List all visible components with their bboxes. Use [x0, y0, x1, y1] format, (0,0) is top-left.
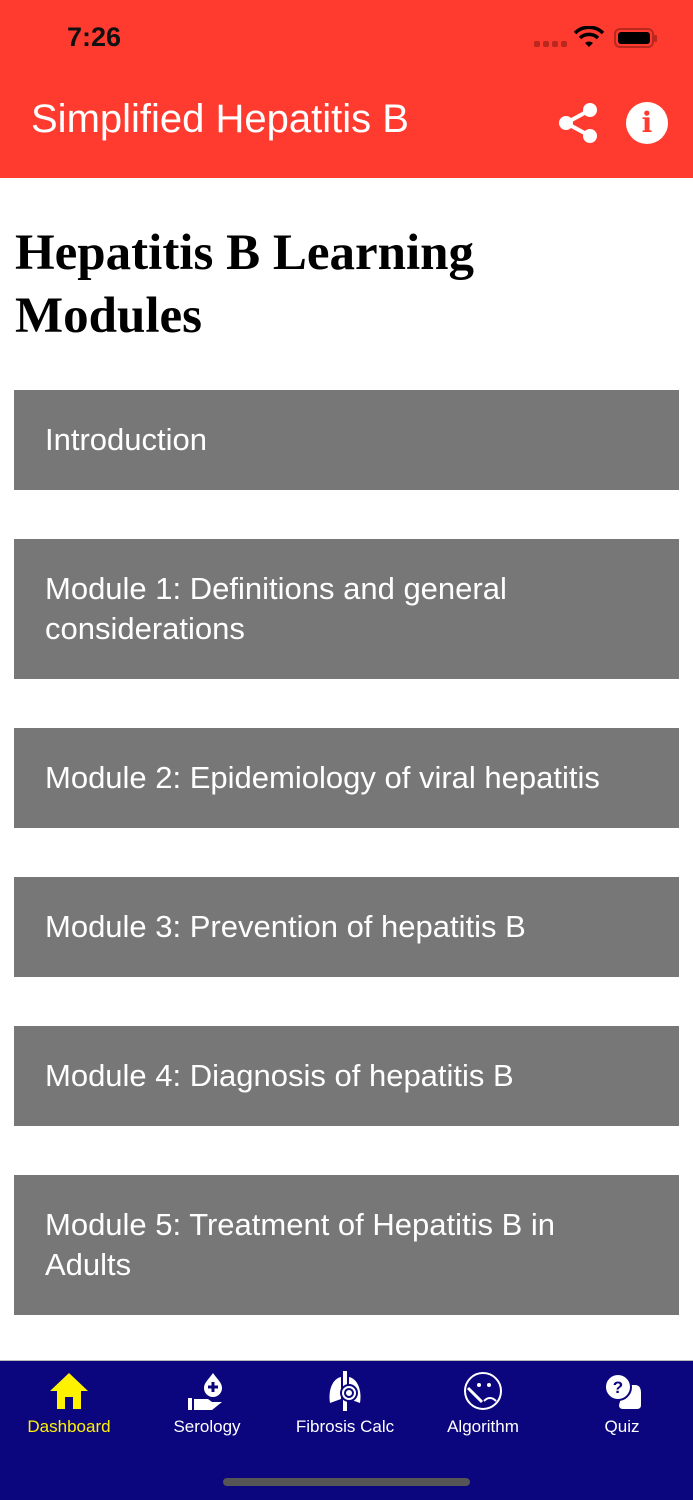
lungs-icon — [324, 1371, 366, 1411]
tab-label: Algorithm — [447, 1417, 519, 1436]
home-indicator[interactable] — [223, 1478, 470, 1486]
status-time: 7:26 — [67, 22, 122, 52]
tab-quiz[interactable] — [553, 1371, 691, 1437]
question-bubble-icon — [601, 1371, 643, 1411]
wifi-icon — [574, 26, 604, 48]
share-icon[interactable] — [556, 101, 600, 145]
tab-fibrosis-calc[interactable] — [276, 1371, 414, 1437]
tab-label: Dashboard — [27, 1417, 111, 1436]
tab-label: Quiz — [604, 1417, 640, 1436]
page-title: Hepatitis B Learning Modules — [15, 225, 475, 344]
battery-icon — [614, 28, 654, 48]
svg-text:?: ? — [612, 1378, 624, 1397]
home-icon — [48, 1371, 90, 1411]
sick-face-icon — [462, 1371, 504, 1411]
info-icon[interactable]: i — [626, 102, 668, 144]
tab-algorithm[interactable] — [414, 1371, 552, 1437]
tab-dashboard[interactable] — [0, 1371, 138, 1437]
module-5[interactable]: Module 5: Treatment of Hepatitis B in Adults — [14, 1175, 679, 1315]
module-introduction[interactable]: Introduction — [14, 390, 679, 490]
tab-label: Serology — [173, 1417, 241, 1436]
tab-label: Fibrosis Calc — [295, 1417, 395, 1436]
app-header — [0, 0, 693, 178]
signal-icon — [534, 41, 567, 47]
blood-drop-hand-icon — [186, 1371, 228, 1411]
module-1[interactable]: Module 1: Definitions and general considerations — [14, 539, 679, 679]
app-title: Simplified Hepatitis B — [31, 97, 409, 141]
module-3[interactable]: Module 3: Prevention of hepatitis B — [14, 877, 679, 977]
tab-serology[interactable] — [138, 1371, 276, 1437]
module-2[interactable]: Module 2: Epidemiology of viral hepatitis — [14, 728, 679, 828]
module-4[interactable]: Module 4: Diagnosis of hepatitis B — [14, 1026, 679, 1126]
